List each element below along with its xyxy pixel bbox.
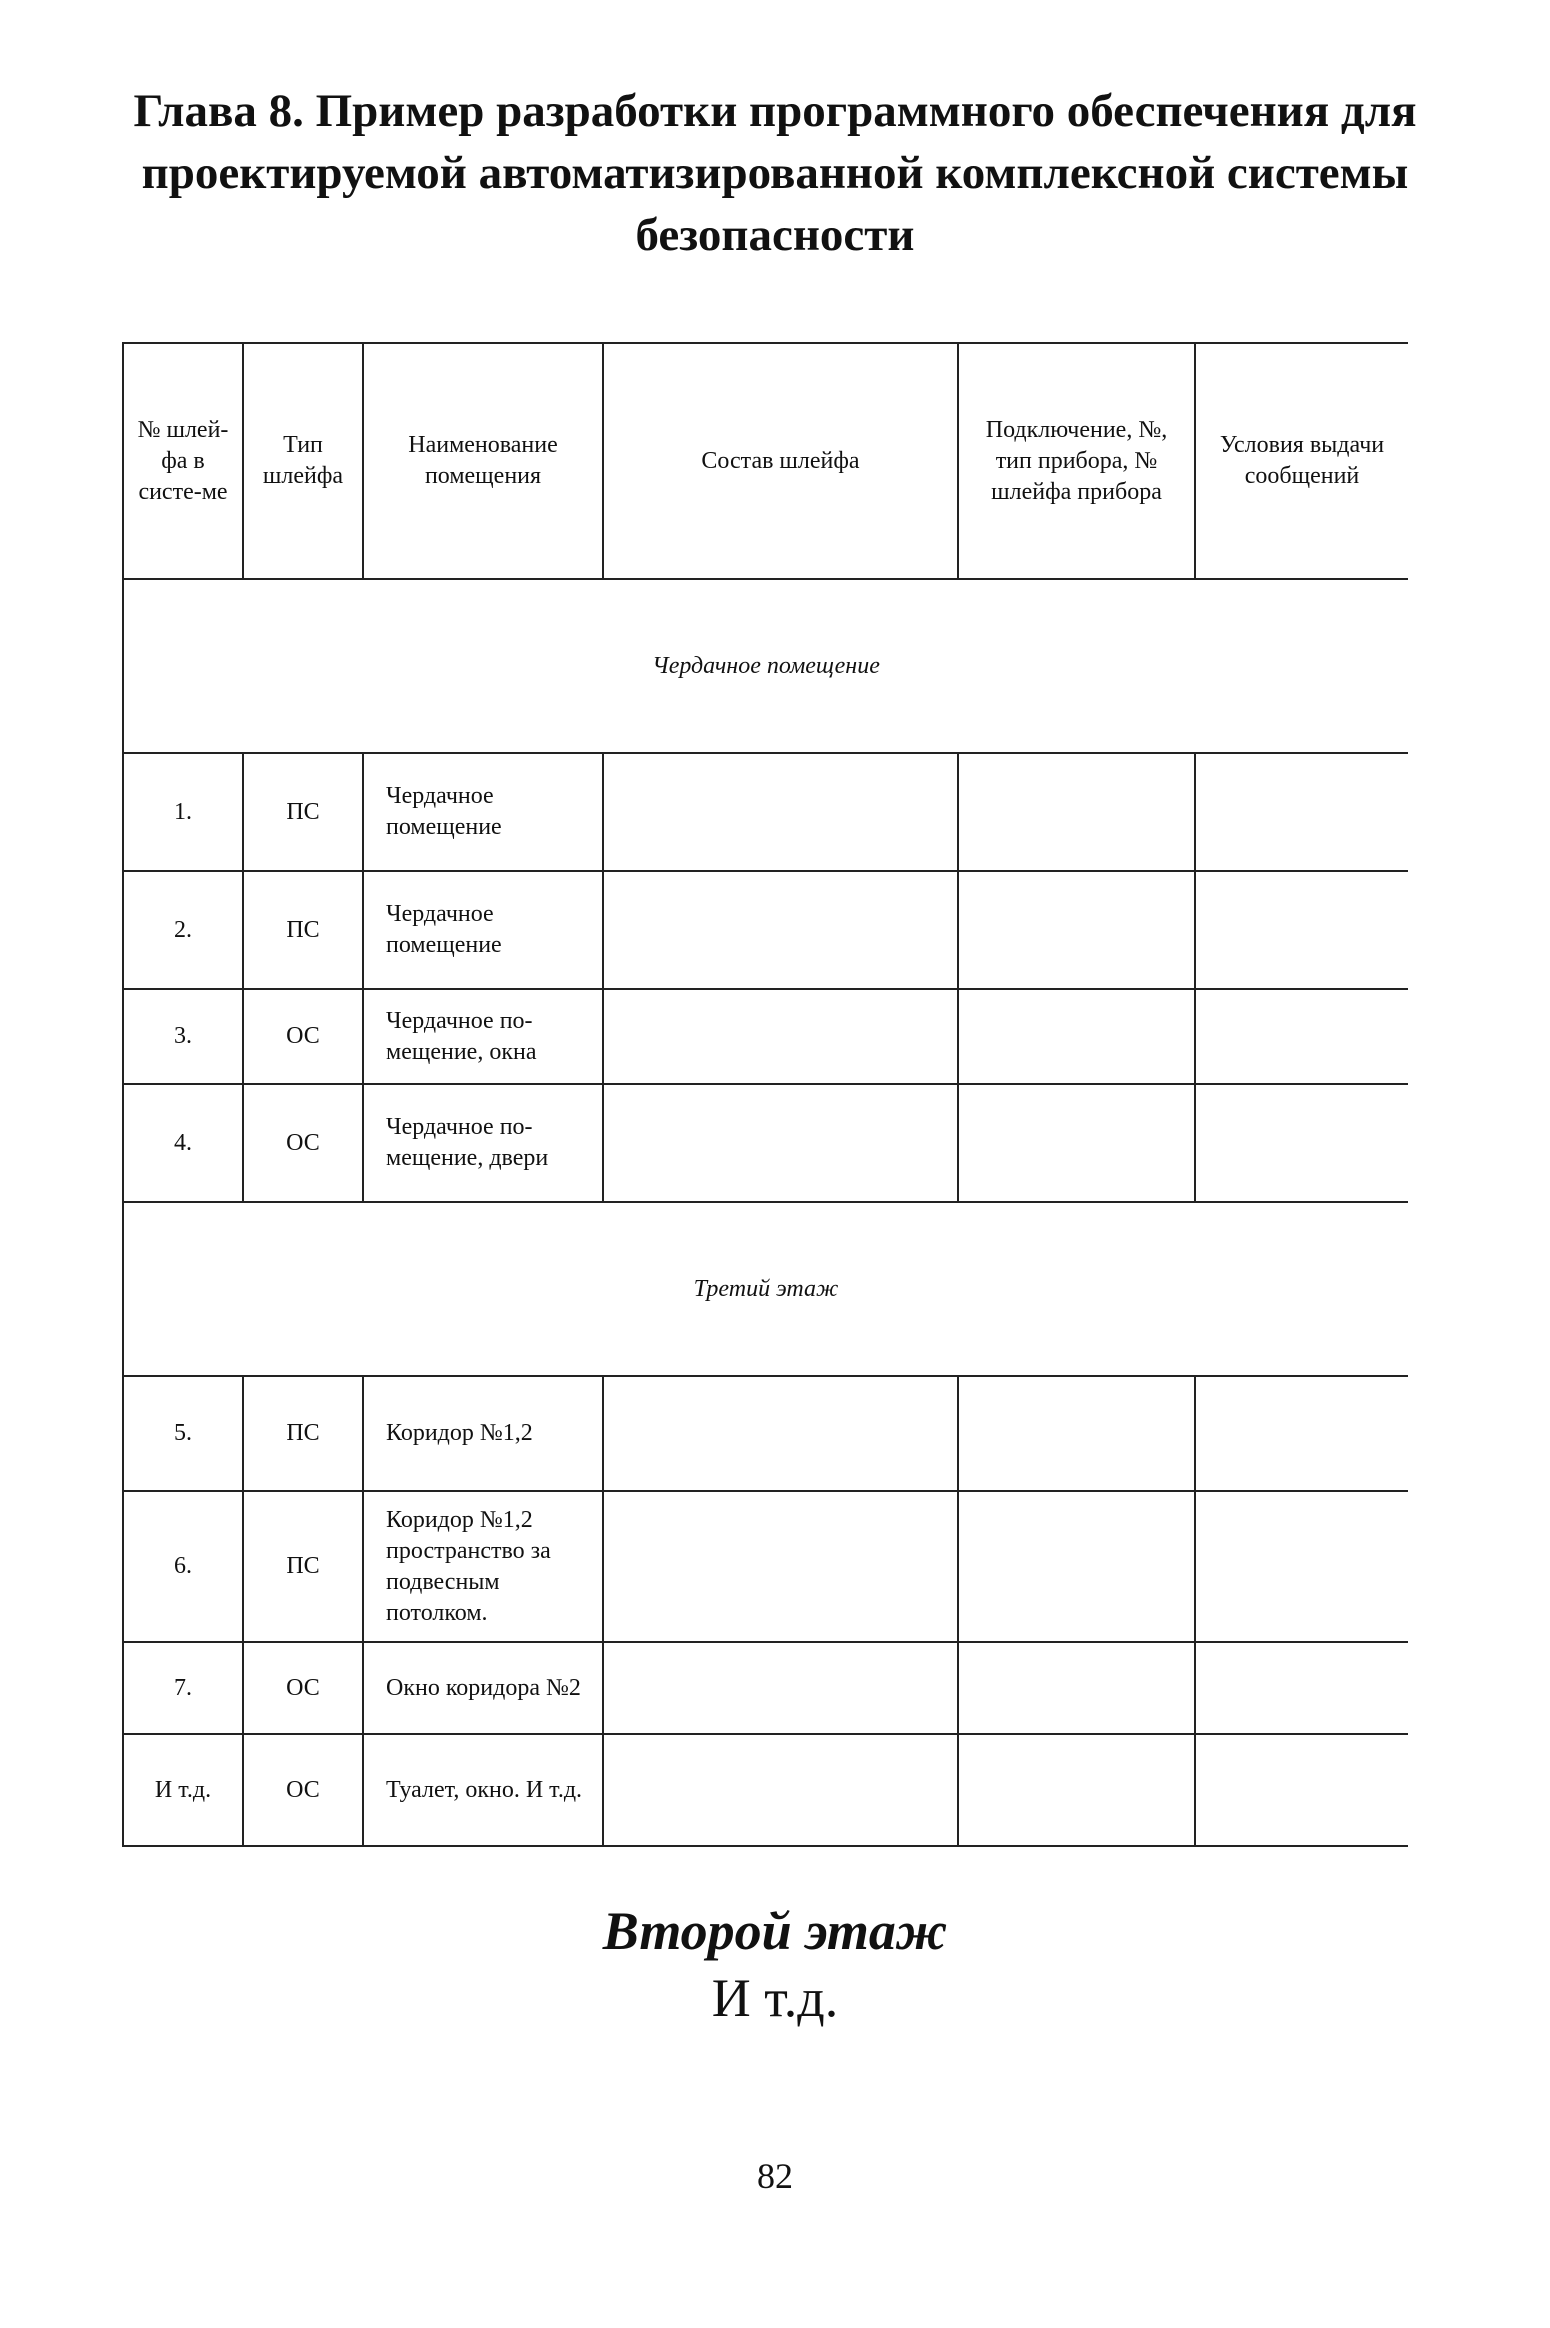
room-name: Чердачное по-мещение, окна xyxy=(363,989,603,1084)
loop-number: 1. xyxy=(123,753,243,871)
chapter-title: Глава 8. Пример разработки программного обеспечения для проектируемой автоматизированной комплексной системы безопасности xyxy=(133,85,1417,261)
loop-number: 2. xyxy=(123,871,243,989)
empty-cell xyxy=(603,989,958,1084)
room-name: Чердачное помещение xyxy=(363,753,603,871)
empty-cell xyxy=(958,1491,1195,1642)
header-loop-type: Тип шлейфа xyxy=(243,343,363,579)
page-number: 82 xyxy=(757,2156,793,2196)
room-name: Коридор №1,2 пространство за подвесным потолком. xyxy=(363,1491,603,1642)
room-name: Коридор №1,2 xyxy=(363,1376,603,1491)
empty-cell xyxy=(603,753,958,871)
section-title-attic: Чердачное помещение xyxy=(123,579,1408,753)
empty-cell xyxy=(603,1734,958,1846)
empty-cell xyxy=(1195,989,1408,1084)
room-name: Чердачное по-мещение, двери xyxy=(363,1084,603,1202)
loop-number: 3. xyxy=(123,989,243,1084)
header-connection: Подключение, №, тип прибора, № шлейфа прибора xyxy=(958,343,1195,579)
header-loop-number: № шлей-фа в систе-ме xyxy=(123,343,243,579)
loop-number: 6. xyxy=(123,1491,243,1642)
loop-type: ПС xyxy=(243,871,363,989)
table-row xyxy=(123,1491,1408,1642)
empty-cell xyxy=(603,871,958,989)
empty-cell xyxy=(1195,1084,1408,1202)
empty-cell xyxy=(958,989,1195,1084)
loop-number: И т.д. xyxy=(123,1734,243,1846)
table-row xyxy=(123,871,1408,989)
loop-type: ПС xyxy=(243,1491,363,1642)
loop-number: 7. xyxy=(123,1642,243,1734)
section-row-attic xyxy=(123,579,1408,753)
table-row xyxy=(123,1642,1408,1734)
loop-number: 4. xyxy=(123,1084,243,1202)
empty-cell xyxy=(603,1084,958,1202)
loop-type: ОС xyxy=(243,1084,363,1202)
table-row xyxy=(123,753,1408,871)
loops-table xyxy=(122,342,1408,1847)
etc-text: И т.д. xyxy=(711,1968,839,2028)
empty-cell xyxy=(603,1491,958,1642)
loop-type: ПС xyxy=(243,753,363,871)
header-room-name: Наименование помещения xyxy=(363,343,603,579)
empty-cell xyxy=(1195,1734,1408,1846)
loop-type: ОС xyxy=(243,1642,363,1734)
header-message-conditions: Условия выдачи сообщений xyxy=(1195,343,1408,579)
table-row xyxy=(123,1734,1408,1846)
empty-cell xyxy=(958,1734,1195,1846)
section-title-third-floor: Третий этаж xyxy=(123,1202,1408,1376)
loop-number: 5. xyxy=(123,1376,243,1491)
header-loop-composition: Состав шлейфа xyxy=(603,343,958,579)
loop-type: ПС xyxy=(243,1376,363,1491)
loop-type: ОС xyxy=(243,1734,363,1846)
empty-cell xyxy=(1195,1376,1408,1491)
table-header-row xyxy=(123,343,1408,579)
empty-cell xyxy=(1195,1491,1408,1642)
room-name: Чердачное помещение xyxy=(363,871,603,989)
second-floor-heading: Второй этаж xyxy=(602,1901,948,1961)
section-row-third-floor xyxy=(123,1202,1408,1376)
empty-cell xyxy=(958,871,1195,989)
empty-cell xyxy=(603,1376,958,1491)
empty-cell xyxy=(958,1642,1195,1734)
empty-cell xyxy=(1195,753,1408,871)
room-name: Туалет, окно. И т.д. xyxy=(363,1734,603,1846)
table-row xyxy=(123,1084,1408,1202)
empty-cell xyxy=(603,1642,958,1734)
empty-cell xyxy=(958,1376,1195,1491)
table-row xyxy=(123,1376,1408,1491)
room-name: Окно коридора №2 xyxy=(363,1642,603,1734)
table-row xyxy=(123,989,1408,1084)
empty-cell xyxy=(958,1084,1195,1202)
empty-cell xyxy=(1195,871,1408,989)
empty-cell xyxy=(1195,1642,1408,1734)
loop-type: ОС xyxy=(243,989,363,1084)
empty-cell xyxy=(958,753,1195,871)
